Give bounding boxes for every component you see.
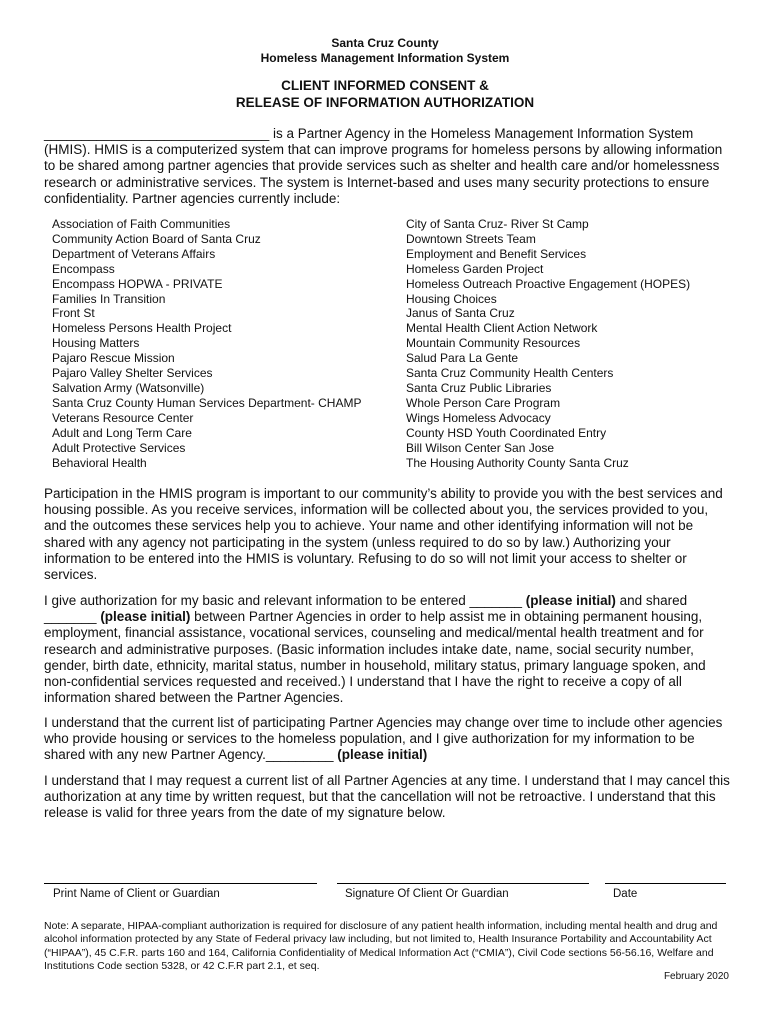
- agency-list-item: Community Action Board of Santa Cruz: [52, 231, 261, 246]
- agency-list-item: County HSD Youth Coordinated Entry: [406, 425, 607, 440]
- agency-list-item: Santa Cruz Community Health Centers: [406, 366, 614, 381]
- agency-list-item: Veterans Resource Center: [52, 410, 194, 425]
- authorization-paragraph: [44, 593, 734, 706]
- agency-list-item: Association of Faith Communities: [52, 217, 231, 231]
- authorization-text-1: I give authorization for my basic and relevant information to be entered _______: [44, 593, 526, 608]
- revocation-paragraph: I understand that I may request a current list of all Partner Agencies at any time. I understand that I may cancel this authorization at any time by written request, but that the cancellation will not be retroactive. I understand that this release is valid for three years from the date of my signature below.: [44, 773, 730, 821]
- agency-list-item: Janus of Santa Cruz: [406, 306, 515, 321]
- agency-list-item: The Housing Authority County Santa Cruz: [406, 455, 629, 470]
- form-title-line1: CLIENT INFORMED CONSENT &: [281, 78, 489, 93]
- agency-list-item: Families In Transition: [52, 291, 166, 306]
- agency-list-item: Santa Cruz County Human Services Department- CHAMP: [52, 395, 362, 410]
- signature-label: Signature Of Client Or Guardian: [345, 888, 509, 900]
- hipaa-note: Note: A separate, HIPAA-compliant authorization is required for disclosure of any patient health information, including mental health and drug and alcohol information protected by any State of Federal privacy law including, but not limited to, Health Insurance Portability and Accountability Act (“HIPAA”), 45 C.F.R. parts 160 and 164, California Confidentiality of Medical Information Act (“CMIA”), Civil Code sections 56-56.16, Welfare and Institutions Code section 5328, or 42 C.F.R part 2.1, et seq.: [44, 920, 718, 973]
- initial-prompt-new-agencies: (please initial): [337, 747, 428, 763]
- system-name: Homeless Management Information System: [260, 51, 510, 65]
- print-name-label: Print Name of Client or Guardian: [53, 888, 220, 900]
- agency-list-item: Adult and Long Term Care: [52, 425, 192, 440]
- agency-list-item: Mountain Community Resources: [406, 336, 581, 351]
- agency-list-item: Santa Cruz Public Libraries: [406, 380, 552, 395]
- form-version-date: February 2020: [663, 971, 729, 982]
- authorization-text-2: and shared _______: [44, 593, 688, 625]
- agency-list-item: Behavioral Health: [52, 455, 147, 470]
- agency-list-item: Homeless Persons Health Project: [52, 321, 232, 336]
- new-agencies-text: I understand that the current list of participating Partner Agencies may change over time to include other agencies who provide housing or services to the homeless population, and I give authorization for my information to be shared with any new Partner Agency._________: [44, 715, 723, 763]
- form-title-line2: RELEASE OF INFORMATION AUTHORIZATION: [235, 95, 535, 110]
- signature-line[interactable]: [337, 883, 589, 884]
- agency-list-item: City of Santa Cruz- River St Camp: [406, 217, 589, 231]
- agency-list-item: Encompass HOPWA - PRIVATE: [52, 276, 223, 291]
- agencies-right-column: [406, 217, 690, 470]
- county-name: Santa Cruz County: [331, 36, 439, 50]
- agency-list-item: Salud Para La Gente: [406, 351, 519, 366]
- initial-prompt-entered: (please initial): [525, 593, 616, 608]
- agency-list-item: Downtown Streets Team: [406, 231, 536, 246]
- agency-list-item: Adult Protective Services: [52, 440, 186, 455]
- new-agencies-paragraph: [44, 715, 734, 764]
- agency-list-item: Front St: [52, 306, 95, 321]
- date-label: Date: [613, 888, 638, 900]
- agency-list-item: Bill Wilson Center San Jose: [406, 440, 555, 455]
- agency-list-item: Employment and Benefit Services: [406, 246, 587, 261]
- intro-text: is a Partner Agency in the Homeless Management Information System (HMIS). HMIS is a computerized system that can improve programs for homeless persons by allowing information to be shared among partner agencies that provide services such as shelter and health care and/or homelessness research or administrative services. The system is Internet-based and uses many security protections to ensure confidentiality. Partner agencies currently include:: [44, 126, 723, 206]
- initial-prompt-shared: (please initial): [100, 609, 191, 625]
- agency-list-item: Salvation Army (Watsonville): [52, 380, 205, 395]
- agency-list-item: Mental Health Client Action Network: [406, 321, 598, 336]
- agency-list-item: Homeless Outreach Proactive Engagement (HOPES): [406, 276, 691, 291]
- agency-list-item: Housing Choices: [406, 291, 497, 306]
- agency-list-item: Encompass: [52, 261, 115, 276]
- agency-list-item: Whole Person Care Program: [406, 395, 561, 410]
- agency-list-item: Pajaro Valley Shelter Services: [52, 366, 213, 381]
- agency-list-item: Wings Homeless Advocacy: [406, 410, 551, 425]
- print-name-line[interactable]: [44, 883, 317, 884]
- intro-paragraph: [44, 126, 734, 207]
- date-line[interactable]: [605, 883, 726, 884]
- authorization-text-3: between Partner Agencies in order to help assist me in obtaining permanent housing, employment, financial assistance, vocational services, counseling and medical/mental health treatment and for research and administrative purposes. (Basic information includes intake date, name, social security number, gender, birth date, ethnicity, marital status, number in household, military status, primary language spoken, and non-confidential services requested and received.) I understand that I have the right to receive a copy of all information shared between the Partner Agencies.: [44, 609, 706, 706]
- agency-list-item: Pajaro Rescue Mission: [52, 351, 175, 366]
- agency-name-blank: ______________________________: [44, 126, 270, 141]
- agencies-left-column: [52, 217, 361, 470]
- participation-paragraph: Participation in the HMIS program is important to our community’s ability to provide you with the best services and housing possible. As you receive services, information will be collected about you, the services provided to you, and the outcomes these services help you to achieve. Your name and other identifying information will not be shared with any agency not participating in the system (unless required to do so by law.) Authorizing your information to be entered into the HMIS is voluntary. Refusing to do so will not limit your access to shelter or services.: [44, 486, 723, 583]
- agency-list-item: Homeless Garden Project: [406, 261, 544, 276]
- agency-list-item: Housing Matters: [52, 336, 140, 351]
- agency-list-item: Department of Veterans Affairs: [52, 246, 216, 261]
